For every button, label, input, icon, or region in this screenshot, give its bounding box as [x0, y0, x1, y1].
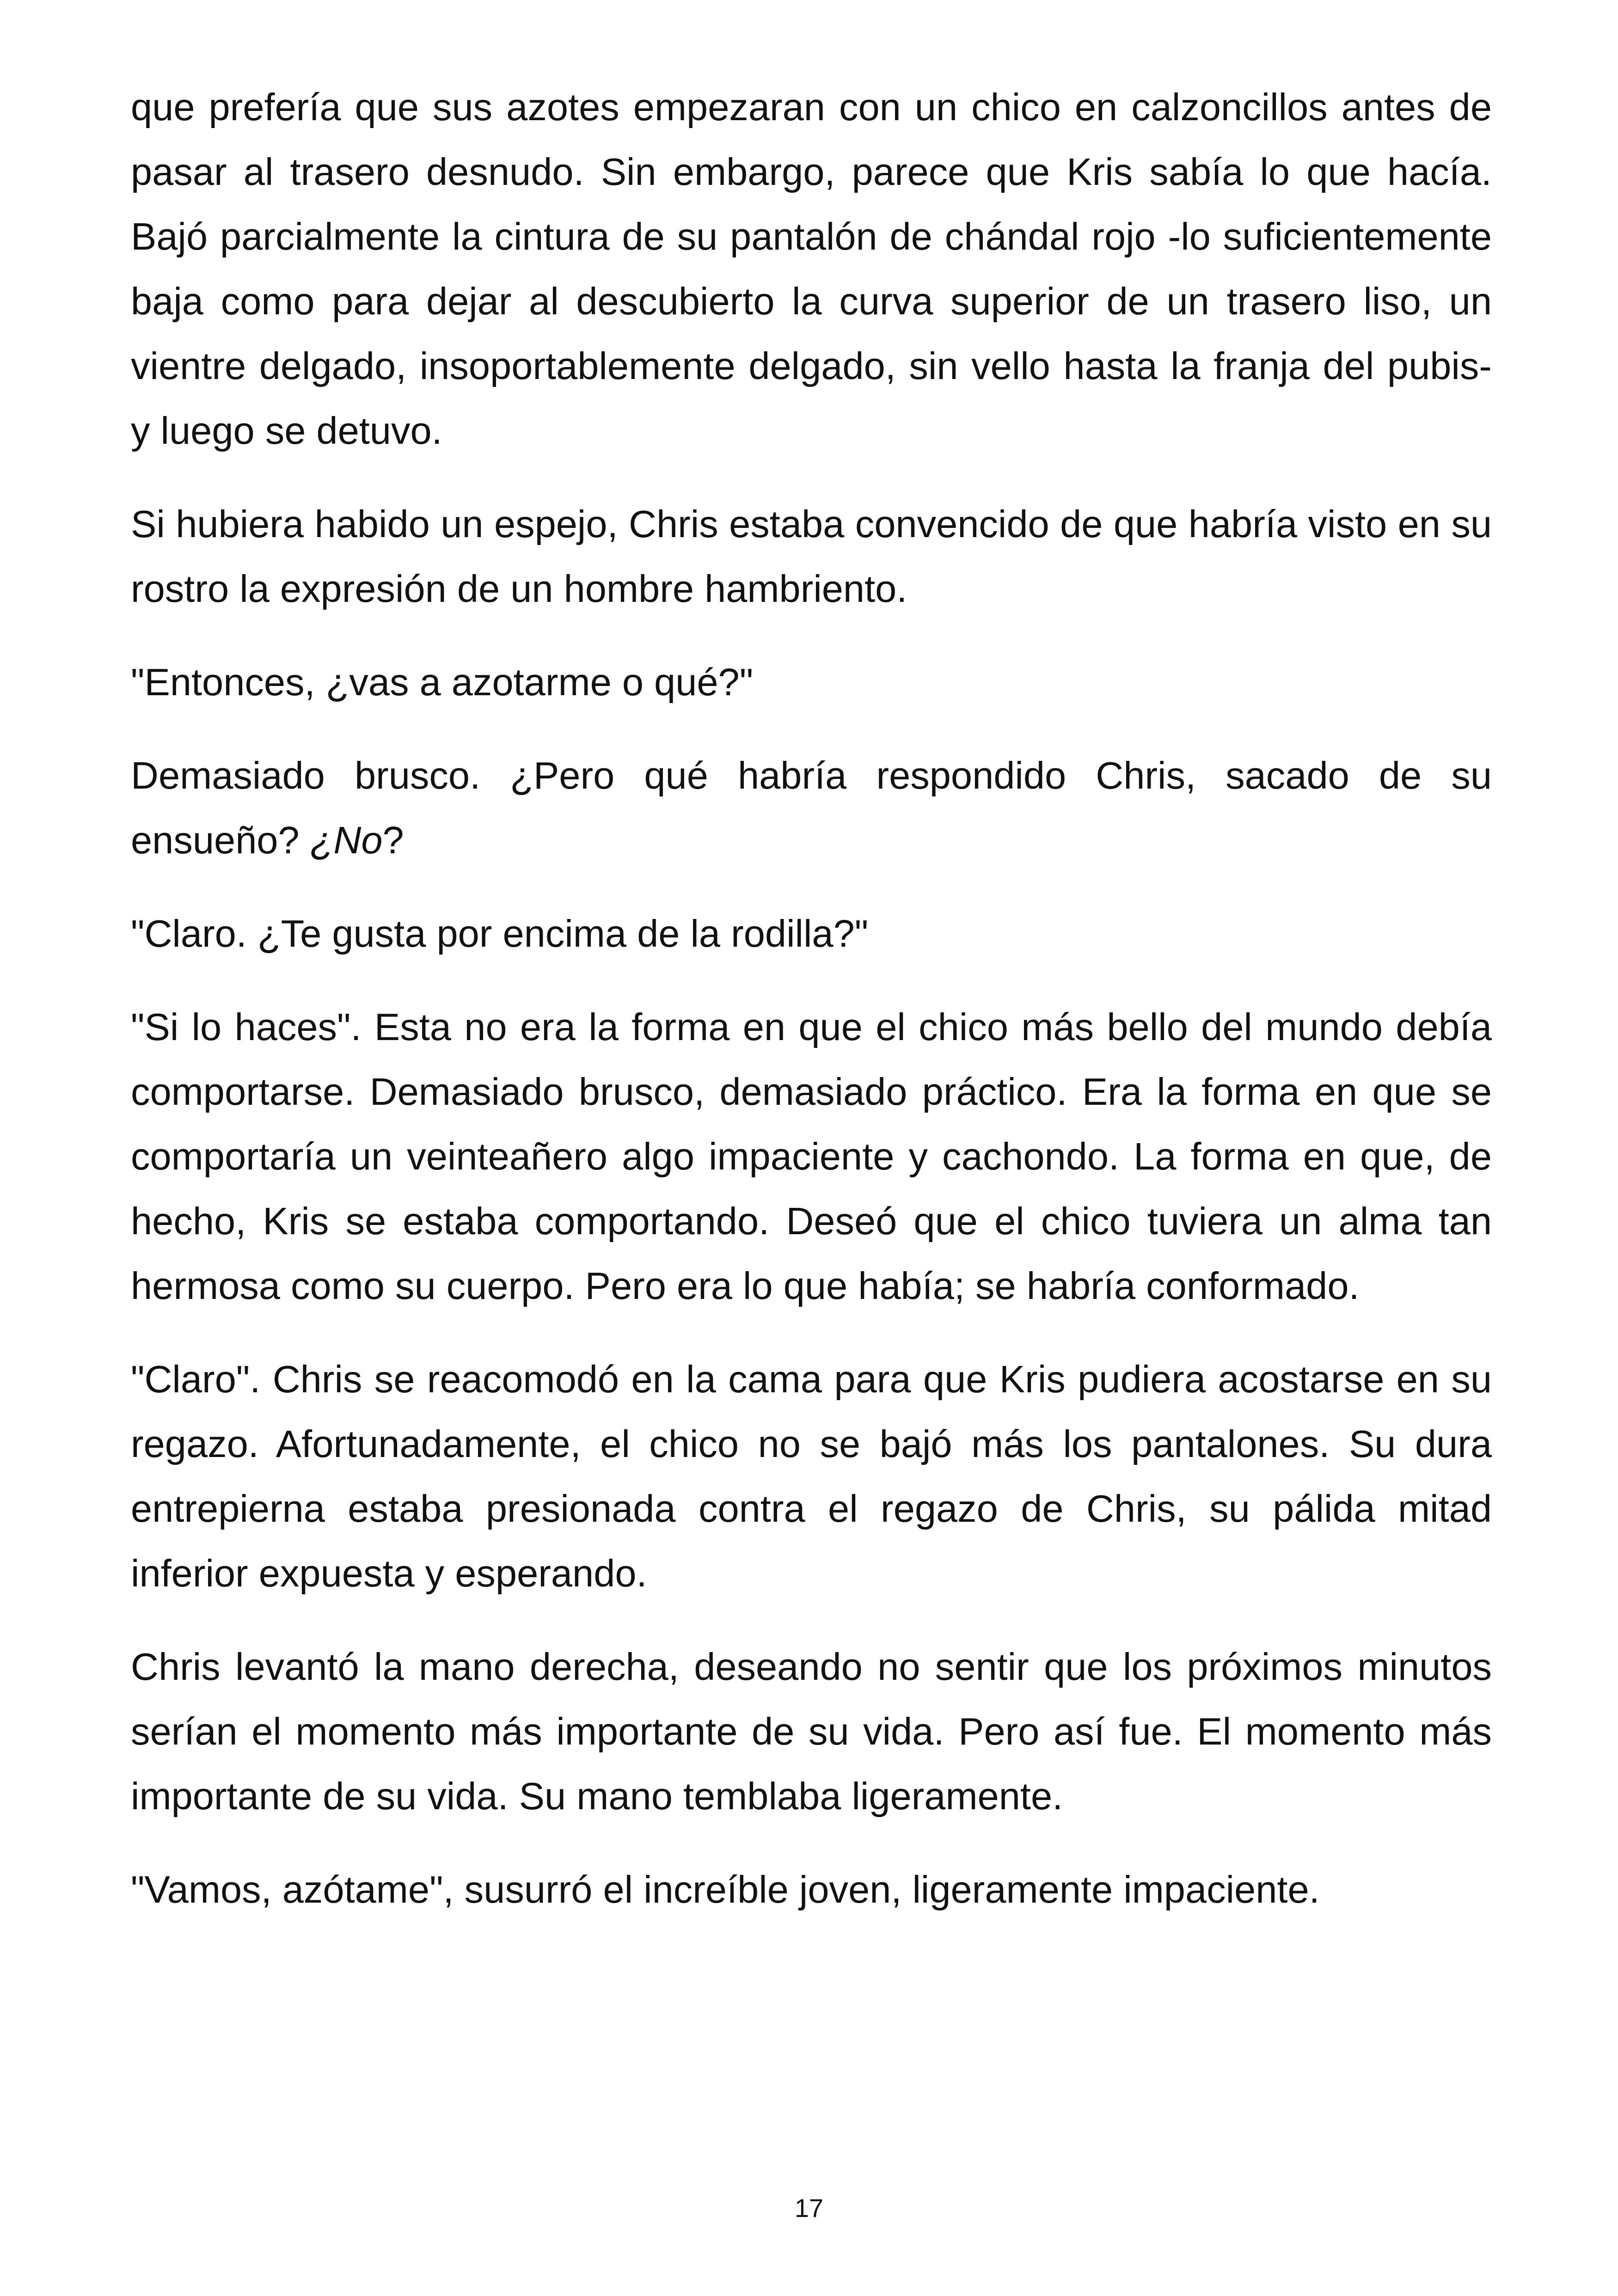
paragraph: "Claro". Chris se reacomodó en la cama para que Kris pudiera acostarse en su regazo. Afortunadamente, el chico no se bajó más los pantalones. Su dura entrepierna estaba presionada contra el regazo de Chris, su pálida mitad inferior expuesta y esperando.: [131, 1358, 1492, 1595]
paragraph: "Vamos, azótame", susurró el increíble joven, ligeramente impaciente.: [131, 1868, 1320, 1911]
paragraph: "Claro. ¿Te gusta por encima de la rodilla?": [131, 912, 869, 955]
paragraph: Si hubiera habido un espejo, Chris estaba convencido de que habría visto en su rostro la expresión de un hombre hambriento.: [131, 502, 1492, 610]
paragraph: Chris levantó la mano derecha, deseando no sentir que los próximos minutos serían el momento más importante de su vida. Pero así fue. El momento más importante de su vida. Su mano temblaba ligeramente.: [131, 1645, 1492, 1818]
paragraph: [131, 743, 1492, 873]
italic-text: ¿No: [310, 819, 383, 862]
paragraph-text: ?: [382, 819, 404, 862]
paragraph: que prefería que sus azotes empezaran con un chico en calzoncillos antes de pasar al trasero desnudo. Sin embargo, parece que Kris sabía lo que hacía. Bajó parcialmente la cintura de su pantalón de chándal rojo -lo suficientemente baja como para dejar al descubierto la curva superior de un trasero liso, un vientre delgado, insoportablemente delgado, sin vello hasta la franja del pubis- y luego se detuvo.: [131, 86, 1492, 452]
paragraph-text: Demasiado brusco. ¿Pero qué habría respondido Chris, sacado de su ensueño?: [131, 754, 1492, 862]
paragraph: "Entonces, ¿vas a azotarme o qué?": [131, 661, 754, 704]
page-number: 17: [794, 2193, 824, 2223]
paragraph: "Si lo haces". Esta no era la forma en que el chico más bello del mundo debía comportarse. Demasiado brusco, demasiado práctico. Era la forma en que se comportaría un veinteañero algo impaciente y cachondo. La forma en que, de hecho, Kris se estaba comportando. Deseó que el chico tuviera un alma tan hermosa como su cuerpo. Pero era lo que había; se habría conformado.: [131, 1005, 1492, 1307]
body-text: [131, 75, 1492, 1951]
